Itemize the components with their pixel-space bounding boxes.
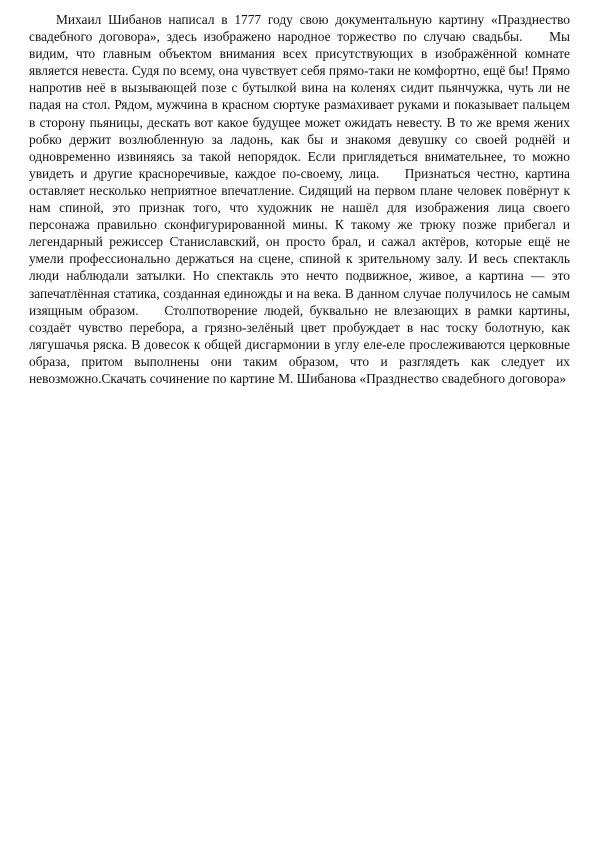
essay-text-block xyxy=(29,11,574,387)
essay-paragraph: Михаил Шибанов написал в 1777 году свою документальную картину «Празднество свадебного договора», здесь изображено народное торжество по случаю свадьбы. Мы видим, что главным объектом внимания всех присутствующих в изображённой комнате является невеста. Судя по всему, она чувствует себя прямо-таки не комфортно, ещё бы! Прямо напротив неё в вызывающей позе с бутылкой вина на коленях сидит пьянчужка, чуть ли не падая на стол. Рядом, мужчина в красном сюртуке размахивает руками и показывает пальцем в сторону пьяницы, дескать вот какое будущее может ожидать невесту. В то же время жених робко держит возлюбленную за ладонь, как бы и знакомя девушку со своей роднёй и одновременно извиняясь за такой непорядок. Если приглядеться внимательнее, то можно увидеть и другие красноречивые, каждое по-своему, лица. Признаться честно, картина оставляет несколько неприятное впечатление. Сидящий на первом плане человек повёрнут к нам спиной, это признак того, что художник не нашёл для изображения лица своего персонажа правильно сконфигурированной мины. К такому же трюку позже прибегал и легендарный режиссер Станиславский, он просто брал, и сажал актёров, которые ещё не умели профессионально держаться на сцене, спиной к зрительному залу. И весь спектакль люди наблюдали затылки. Но спектакль это нечто подвижное, живое, а картина — это запечатлённая статика, созданная единожды и на века. В данном случае получилось не самым изящным образом. Столпотворение людей, буквально не влезающих в рамки картины, создаёт чувство перебора, а грязно-зелёный цвет пробуждает в нас тоску болотную, как лягушачья ряска. В довесок к общей дисгармонии в углу еле-еле прослеживаются церковные образа, притом выполнены они таким образом, что и разглядеть как следует их невозможно.Скачать сочинение по картине М. Шибанова «Празднество свадебного договора» xyxy=(29,12,574,386)
